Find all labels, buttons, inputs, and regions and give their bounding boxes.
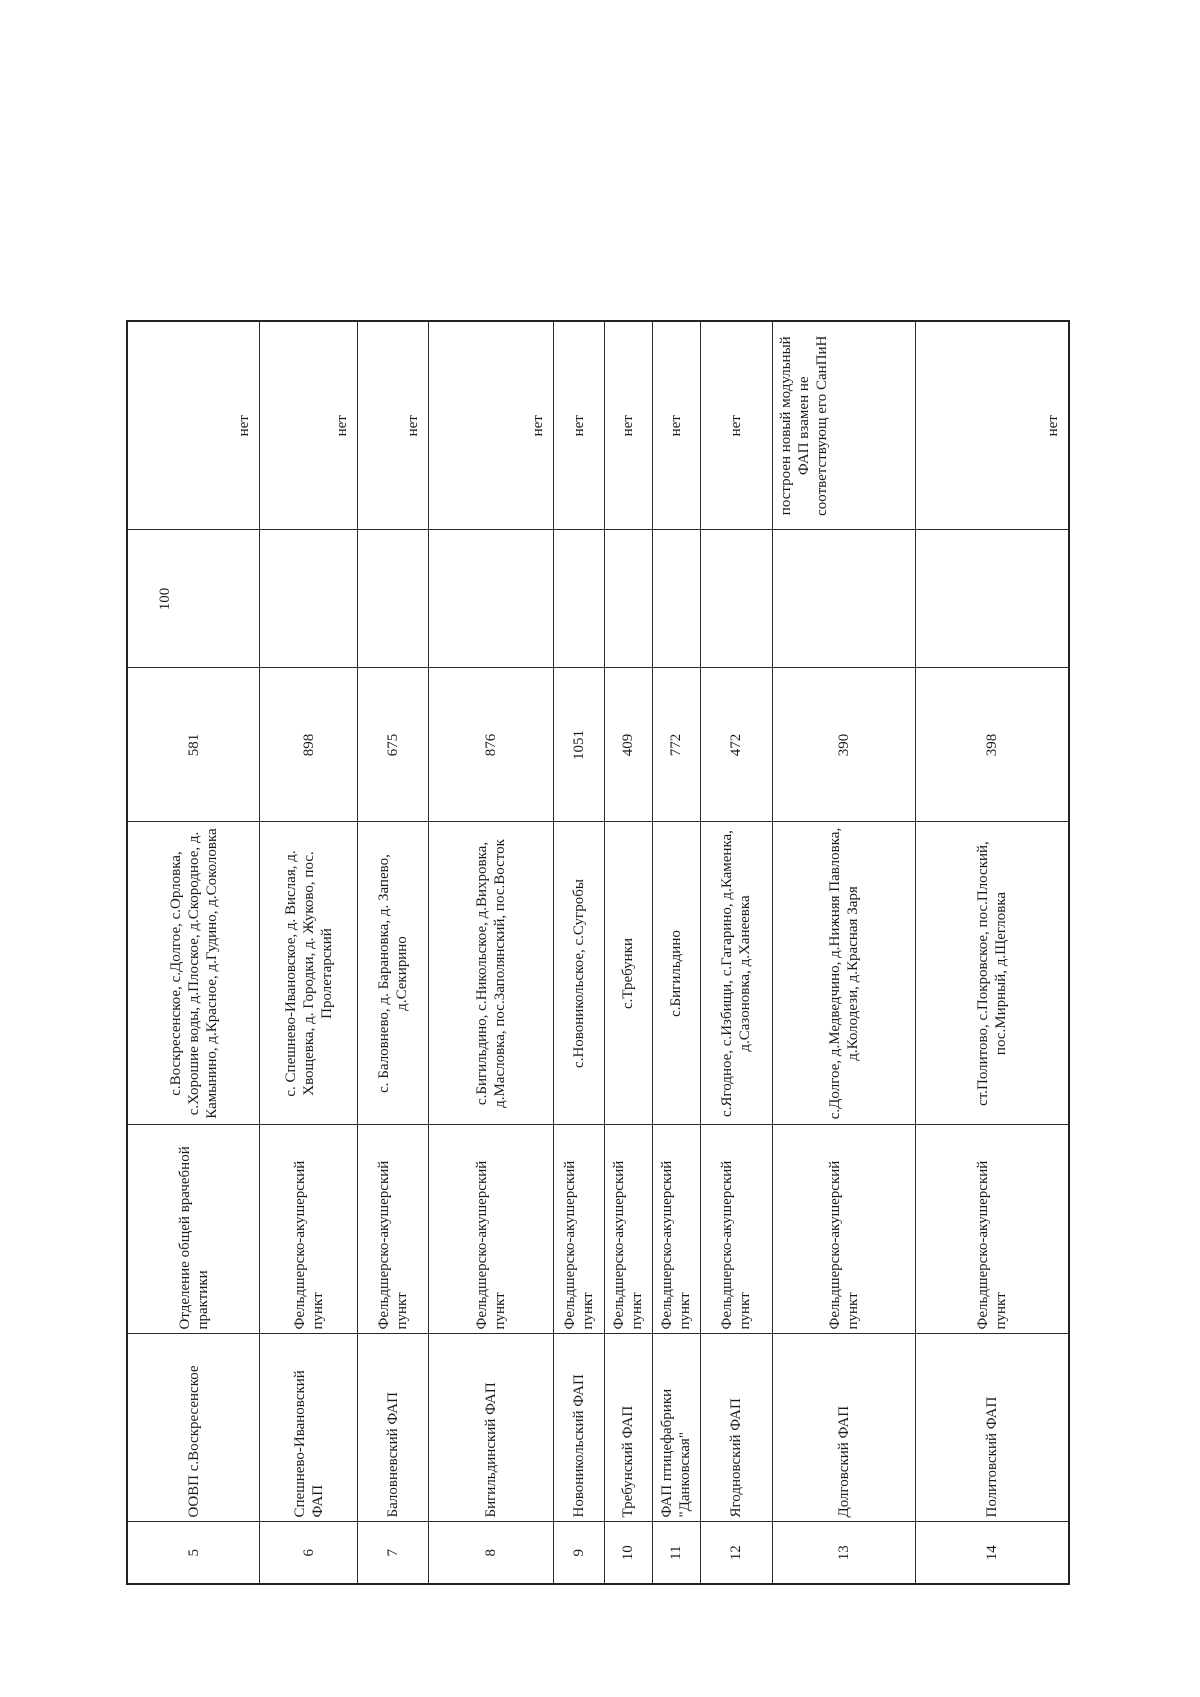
population: 472	[700, 668, 773, 822]
population: 409	[604, 668, 652, 822]
row-number: 7	[358, 1522, 428, 1584]
percent	[652, 530, 700, 668]
table-row	[553, 321, 604, 1584]
table-row	[428, 321, 553, 1584]
facility-name: Долговский ФАП	[773, 1334, 916, 1522]
note: нет	[358, 321, 428, 530]
facility-type: Фельдшерско-акушерский пункт	[553, 1125, 604, 1334]
table-row	[652, 321, 700, 1584]
facility-type: Фельдшерско-акушерский пункт	[700, 1125, 773, 1334]
note: нет	[700, 321, 773, 530]
population: 1051	[553, 668, 604, 822]
percent	[604, 530, 652, 668]
percent	[553, 530, 604, 668]
row-number: 5	[127, 1522, 260, 1584]
facility-type: Фельдшерско-акушерский пункт	[652, 1125, 700, 1334]
served-villages: с.Бигильдино, с.Никольское, д.Вихровка, д.Масловка, пос.Заполянский, пос.Восток	[428, 822, 553, 1125]
note: нет	[553, 321, 604, 530]
percent	[773, 530, 916, 668]
note: нет	[604, 321, 652, 530]
note: нет	[652, 321, 700, 530]
facility-type: Фельдшерско-акушерский пункт	[773, 1125, 916, 1334]
population: 390	[773, 668, 916, 822]
population: 898	[260, 668, 358, 822]
table-row	[700, 321, 773, 1584]
percent	[700, 530, 773, 668]
facility-name: Спешнево-Ивановский ФАП	[260, 1334, 358, 1522]
row-number: 13	[773, 1522, 916, 1584]
note: нет	[428, 321, 553, 530]
population: 675	[358, 668, 428, 822]
table-row	[916, 321, 1069, 1584]
population: 398	[916, 668, 1069, 822]
percent	[428, 530, 553, 668]
served-villages: с.Требунки	[604, 822, 652, 1125]
served-villages: с.Новоникольское, с.Сугробы	[553, 822, 604, 1125]
facility-name: Политовский ФАП	[916, 1334, 1069, 1522]
facility-name: Бигильдинский ФАП	[428, 1334, 553, 1522]
facility-name: ООВП с.Воскресенское	[127, 1334, 260, 1522]
percent: 100	[127, 530, 260, 668]
rotated-table-frame	[126, 322, 1070, 1585]
served-villages: с.Долгое, д.Медведчино, д.Нижняя Павловка, д.Колодези, д.Красная Заря	[773, 822, 916, 1125]
row-number: 14	[916, 1522, 1069, 1584]
facility-name: Требунский ФАП	[604, 1334, 652, 1522]
table-row	[358, 321, 428, 1584]
facility-name: ФАП птицефабрики "Данковская"	[652, 1334, 700, 1522]
percent	[260, 530, 358, 668]
served-villages: с.Воскресенское, с.Долгое, с.Орловка, с.Хорошие воды, д.Плоское, д.Скородное, д. Камынино, д.Красное, д.Гудино, д.Соколовка	[127, 822, 260, 1125]
row-number: 8	[428, 1522, 553, 1584]
percent	[916, 530, 1069, 668]
facility-type: Фельдшерско-акушерский пункт	[916, 1125, 1069, 1334]
served-villages: ст.Политово, с.Покровское, пос.Плоский, пос.Мирный, д.Щегловка	[916, 822, 1069, 1125]
served-villages: с.Ягодное, с.Избищи, с.Гагарино, д.Каменка, д.Сазоновка, д.Ханеевка	[700, 822, 773, 1125]
facility-name: Ягодновский ФАП	[700, 1334, 773, 1522]
facility-type: Фельдшерско-акушерский пункт	[428, 1125, 553, 1334]
row-number: 12	[700, 1522, 773, 1584]
facility-type: Фельдшерско-акушерский пункт	[260, 1125, 358, 1334]
population: 581	[127, 668, 260, 822]
facility-type: Фельдшерско-акушерский пункт	[358, 1125, 428, 1334]
table-row	[260, 321, 358, 1584]
note: построен новый модульный ФАП взамен не соответствующ его СанПиН	[773, 321, 916, 530]
note: нет	[916, 321, 1069, 530]
row-number: 9	[553, 1522, 604, 1584]
table-row	[604, 321, 652, 1584]
served-villages: с. Баловнево, д. Барановка, д. Запево, д.Секирино	[358, 822, 428, 1125]
served-villages: с.Бигильдино	[652, 822, 700, 1125]
note: нет	[127, 321, 260, 530]
row-number: 10	[604, 1522, 652, 1584]
population: 876	[428, 668, 553, 822]
facilities-table	[126, 320, 1070, 1585]
facility-type: Отделение общей врачебной практики	[127, 1125, 260, 1334]
row-number: 6	[260, 1522, 358, 1584]
served-villages: с. Спешнево-Ивановское, д. Вислая, д. Хвощевка, д. Городки, д. Жуково, пос. Пролетарский	[260, 822, 358, 1125]
facility-name: Баловневский ФАП	[358, 1334, 428, 1522]
note: нет	[260, 321, 358, 530]
table-row	[127, 321, 260, 1584]
percent	[358, 530, 428, 668]
table-row	[773, 321, 916, 1584]
population: 772	[652, 668, 700, 822]
facility-type: Фельдшерско-акушерский пункт	[604, 1125, 652, 1334]
row-number: 11	[652, 1522, 700, 1584]
facility-name: Новоникольский ФАП	[553, 1334, 604, 1522]
